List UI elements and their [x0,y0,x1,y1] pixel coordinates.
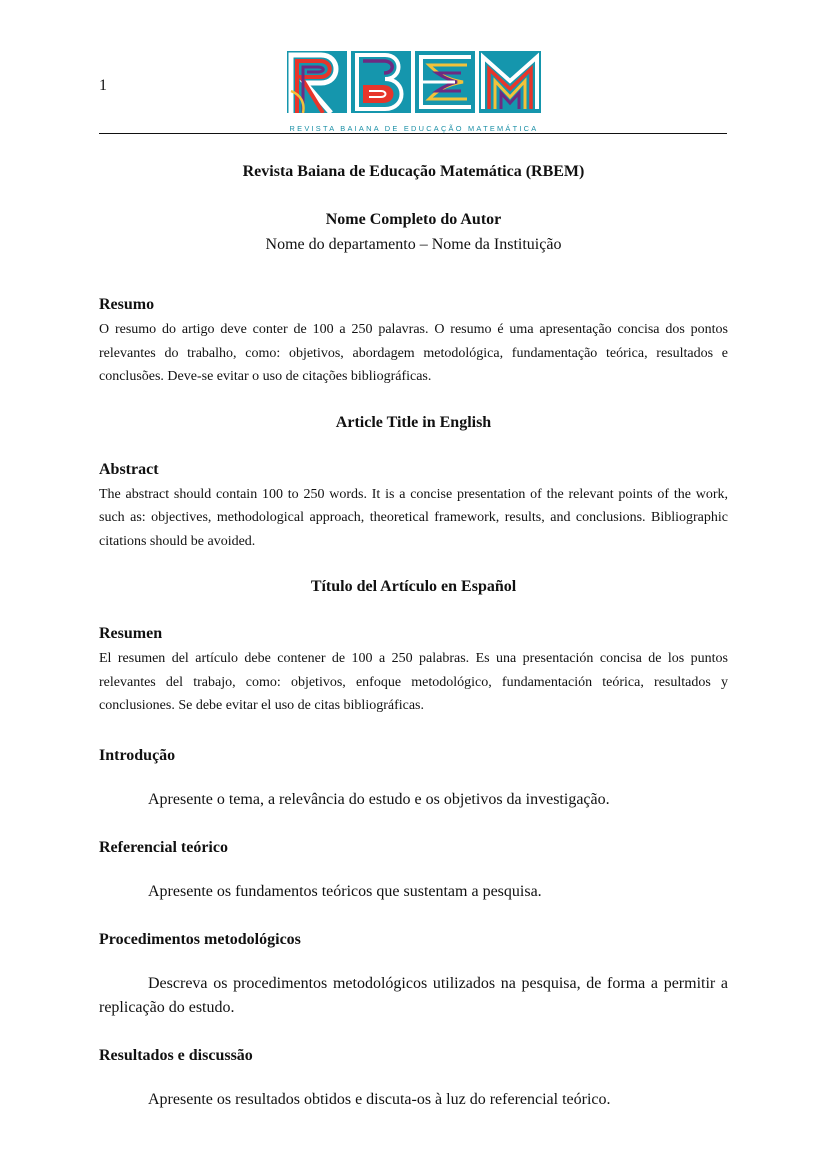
document-body [99,161,728,1112]
abstract-en-heading: Abstract [99,460,159,478]
abstract-en-text: The abstract should contain 100 to 250 words. It is a concise presentation of the relevant points of the work, such as: objectives, methodological approach, theoretical framework, results, and conclusions. Bibliographic citations should be avoided. [99,486,728,549]
abstract-es-text: El resumen del artículo debe contener de 100 a 250 palabras. Es una presentación concisa de los puntos relevantes del trabajo, como: objetivos, enfoque metodológico, fundamentación teórica, resultados y conclusiones. Se debe evitar el uso de citas bibliográficas. [99,651,728,713]
header-divider [99,133,727,134]
abstract-pt-heading: Resumo [99,296,155,313]
journal-title: Revista Baiana de Educação Matemática (RBEM) [242,163,585,180]
section-results-text: Apresente os resultados obtidos e discuta-os à luz do referencial teórico. [148,1090,611,1108]
logo-letter-m [479,51,541,113]
section-methods-text: Descreva os procedimentos metodológicos utilizados na pesquisa, de forma a permitir a replicação do estudo. [99,974,728,1016]
section-results-heading: Resultados e discussão [99,1046,253,1064]
section-theory-text: Apresente os fundamentos teóricos que sustentam a pesquisa. [148,882,542,900]
abstract-pt-text: O resumo do artigo deve conter de 100 a 250 palavras. O resumo é uma apresentação concisa dos pontos relevantes do trabalho, como: objetivos, abordagem metodológica, fundamentação teórica, resultados e conclusões. Deve-se evitar o uso de citações bibliográficas. [99,322,728,384]
logo-letter-e [415,51,475,113]
section-methods-heading: Procedimentos metodológicos [99,930,301,948]
logo-letter-b [351,51,411,113]
abstract-es-heading: Resumen [99,625,163,642]
section-introduction-heading: Introdução [99,746,176,764]
rbem-logo [287,51,541,133]
logo-letter-r [287,51,347,113]
page-number: 1 [99,77,107,94]
section-introduction-text: Apresente o tema, a relevância do estudo e os objetivos da investigação. [148,790,610,808]
section-theory-heading: Referencial teórico [99,838,228,856]
title-es: Título del Artículo en Español [310,578,517,595]
author-affiliation: Nome do departamento – Nome da Instituição [265,236,562,253]
logo-letter-tiles [287,51,541,113]
title-en: Article Title in English [335,413,492,431]
author-name: Nome Completo do Autor [325,211,502,228]
logo-subtitle: REVISTA BAIANA DE EDUCAÇÃO MATEMÁTICA [289,124,539,133]
